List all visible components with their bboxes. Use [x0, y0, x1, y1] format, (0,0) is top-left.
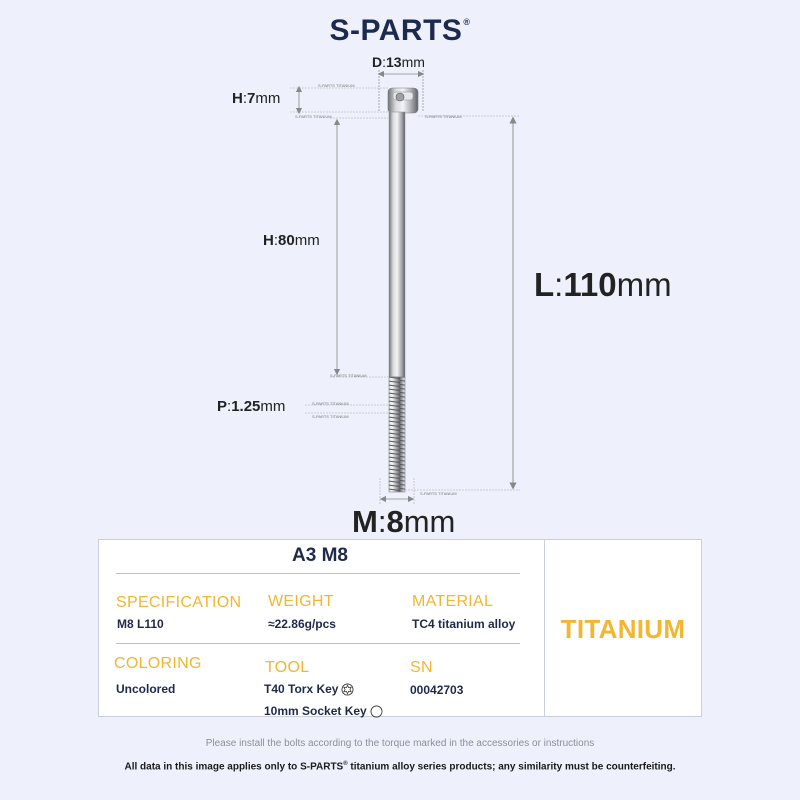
hex-socket-icon	[370, 705, 383, 718]
thread-size-label: M:8mm	[352, 504, 456, 539]
watermark-text: S-PARTS TITANIUM	[330, 373, 367, 378]
tool-socket-text: 10mm Socket Key	[264, 704, 367, 718]
shank-length-label: H:80mm	[263, 232, 320, 249]
bolt-thread	[389, 377, 405, 492]
disclaimer: All data in this image applies only to S-PARTS® titanium alloy series products; any similarity must be counterfeiting.	[124, 761, 676, 773]
material-badge: TITANIUM	[560, 614, 686, 644]
bolt-shank	[389, 112, 405, 377]
brand-registered-mark: ®	[463, 17, 471, 27]
panel-divider	[544, 539, 545, 717]
material-label: MATERIAL	[412, 593, 494, 610]
tool-value-torx	[264, 682, 354, 696]
head-height-label: H:7mm	[232, 90, 281, 107]
panel-rule-middle	[116, 643, 520, 644]
total-length-label: L:110mm	[534, 266, 672, 303]
specification-value: M8 L110	[117, 617, 164, 631]
panel-title: A3 M8	[292, 545, 348, 566]
watermark-text: S-PARTS TITANIUM	[295, 114, 332, 119]
head-height-dimension	[290, 88, 388, 112]
install-note: Please install the bolts according to the torque marked in the accessories or instructions	[205, 738, 595, 749]
tool-label: TOOL	[265, 659, 310, 676]
head-diameter-label: D:13mm	[372, 54, 425, 70]
watermark-text: S-PARTS TITANIUM	[425, 114, 462, 119]
specification-label: SPECIFICATION	[116, 594, 242, 611]
sn-value: 00042703	[410, 683, 464, 697]
watermark-text: S-PARTS TITANIUM	[312, 414, 349, 419]
thread-pitch-label: P:1.25mm	[217, 398, 286, 415]
coloring-value: Uncolored	[116, 682, 176, 696]
shank-length-dimension	[330, 118, 388, 377]
brand-name: S-PARTS	[329, 14, 463, 47]
thread-pitch-dimension	[305, 405, 388, 413]
tool-torx-text: T40 Torx Key	[264, 682, 339, 696]
total-length-dimension	[405, 116, 520, 490]
weight-value: ≈22.86g/pcs	[268, 617, 336, 631]
tool-value-socket	[264, 704, 383, 718]
watermark-text: S-PARTS TITANIUM	[318, 83, 355, 88]
panel-rule-top	[116, 573, 520, 574]
torx-icon	[341, 683, 354, 696]
watermark-text: S-PARTS TITANIUM	[420, 491, 457, 496]
sn-label: SN	[410, 659, 433, 676]
bolt-head	[388, 88, 418, 113]
weight-label: WEIGHT	[268, 593, 334, 610]
coloring-label: COLORING	[114, 655, 202, 672]
material-value: TC4 titanium alloy	[412, 617, 516, 631]
watermark-text: S-PARTS TITANIUM	[312, 401, 349, 406]
